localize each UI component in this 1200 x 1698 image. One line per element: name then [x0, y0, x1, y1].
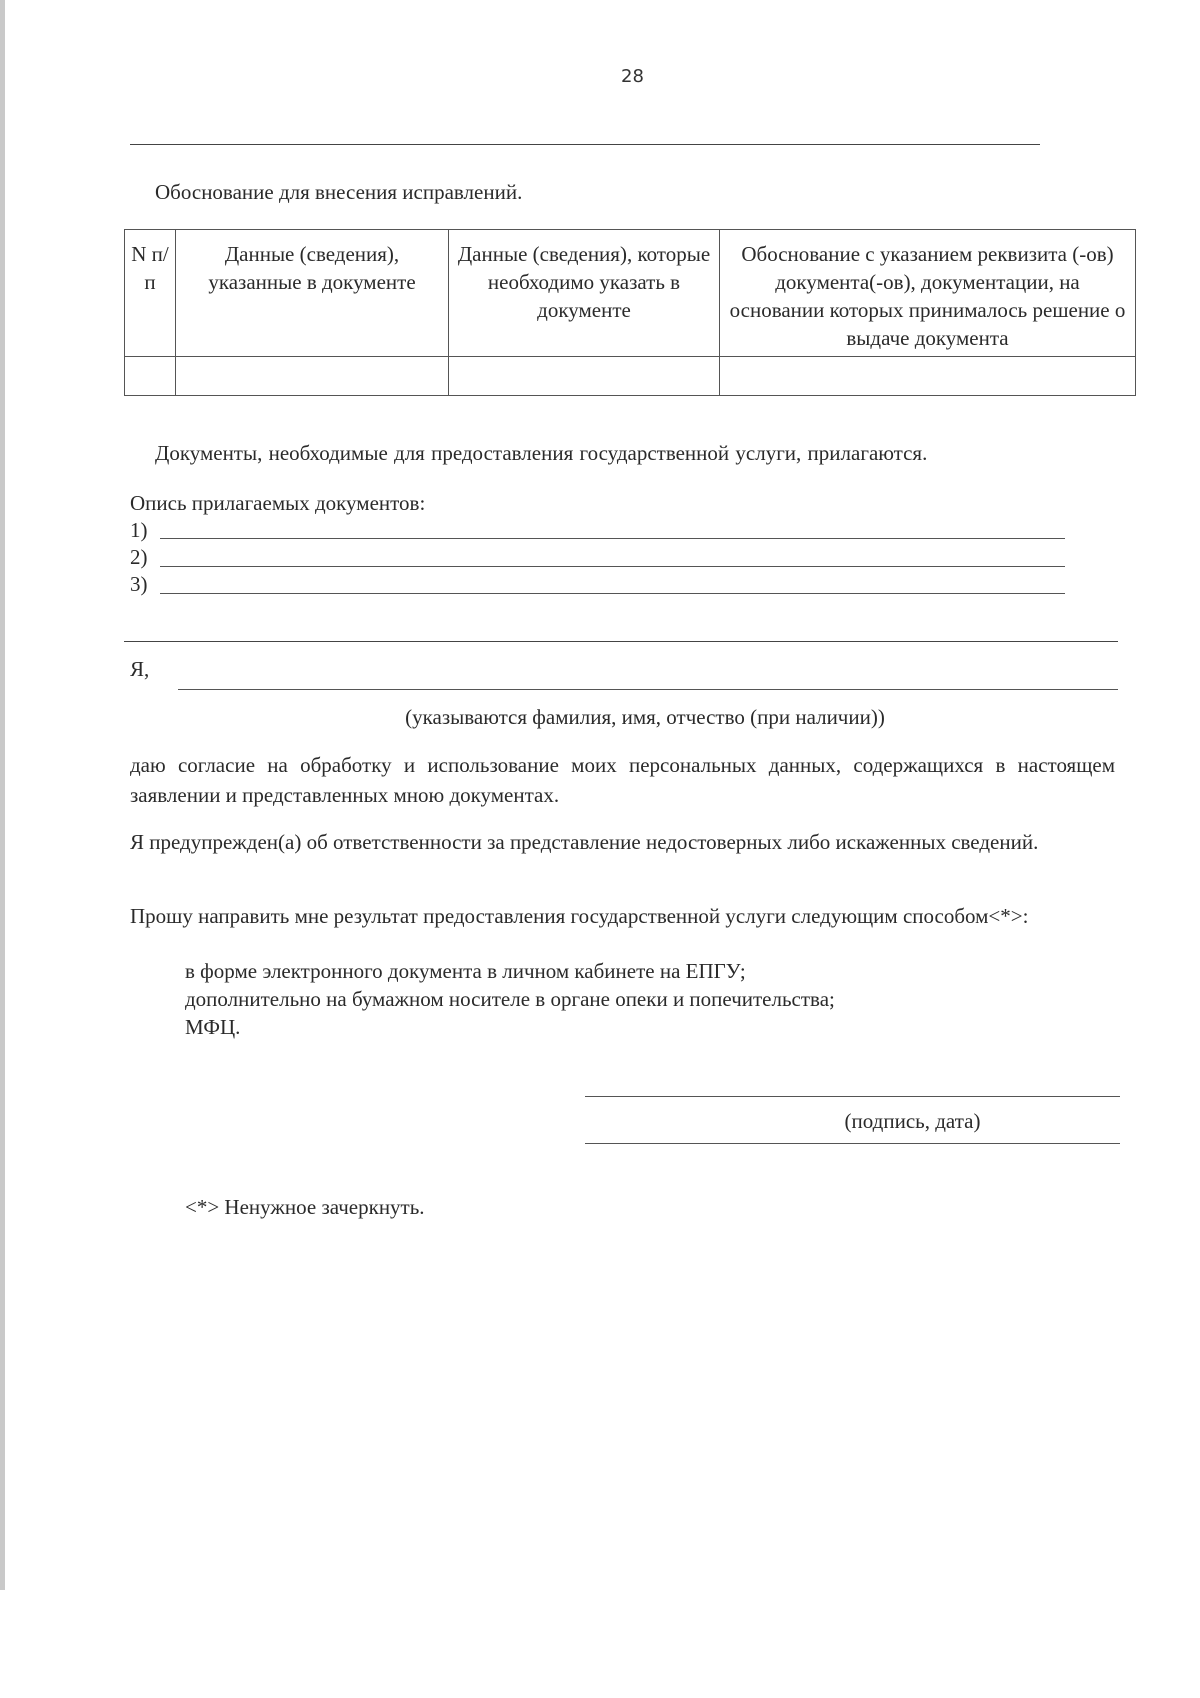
fio-caption: (указываются фамилия, имя, отчество (при наличии)): [405, 705, 885, 729]
warning-text: Я предупрежден(а) об ответственности за представление недостоверных либо искаженных сведений.: [130, 830, 1039, 854]
delivery-request: Прошу направить мне результат предоставления государственной услуги следующим способом<*>:: [130, 904, 1029, 928]
delivery-option-mfc: МФЦ.: [185, 1015, 241, 1039]
inventory-item-1-field[interactable]: [160, 538, 1065, 539]
table-cell-number[interactable]: [125, 357, 176, 396]
signature-line-top: [585, 1096, 1120, 1097]
table-row: [125, 357, 1136, 396]
table-cell-justification[interactable]: [720, 357, 1136, 396]
documents-attached-text: Документы, необходимые для предоставления государственной услуги, прилагаются.: [155, 441, 928, 465]
inventory-title: Опись прилагаемых документов:: [130, 491, 426, 515]
table-cell-data-to-specify[interactable]: [449, 357, 720, 396]
page-number: 28: [621, 66, 644, 87]
footnote: <*> Ненужное зачеркнуть.: [185, 1195, 425, 1219]
header-justification: Обоснование с указанием реквизита (-ов) документа(-ов), документации, на основании которых принималось решение о выдаче документа: [720, 230, 1136, 357]
corrections-table: [124, 229, 1136, 396]
table-header-row: [125, 230, 1136, 357]
signature-caption: (подпись, дата): [844, 1109, 981, 1133]
header-data-in-document: Данные (сведения), указанные в документе: [176, 230, 449, 357]
table-cell-data-in-document[interactable]: [176, 357, 449, 396]
section-divider: [124, 641, 1118, 642]
top-rule: [130, 144, 1040, 145]
inventory-item-1-label: 1): [130, 518, 148, 542]
consent-ya: Я,: [130, 657, 150, 681]
inventory-item-2-label: 2): [130, 545, 148, 569]
inventory-item-3-label: 3): [130, 572, 148, 596]
signature-line-bottom[interactable]: [585, 1143, 1120, 1144]
fio-field[interactable]: [178, 689, 1118, 690]
header-number: N п/п: [125, 230, 176, 357]
consent-text: даю согласие на обработку и использование моих персональных данных, содержащихся в настоящем заявлении и представленных мною документах.: [130, 753, 1115, 807]
delivery-option-paper: дополнительно на бумажном носителе в органе опеки и попечительства;: [185, 987, 835, 1011]
delivery-option-epgu: в форме электронного документа в личном кабинете на ЕПГУ;: [185, 959, 746, 983]
inventory-item-2-field[interactable]: [160, 566, 1065, 567]
basis-heading: Обоснование для внесения исправлений.: [155, 180, 523, 204]
inventory-item-3-field[interactable]: [160, 593, 1065, 594]
scan-edge: [0, 0, 5, 1590]
header-data-to-specify: Данные (сведения), которые необходимо указать в документе: [449, 230, 720, 357]
